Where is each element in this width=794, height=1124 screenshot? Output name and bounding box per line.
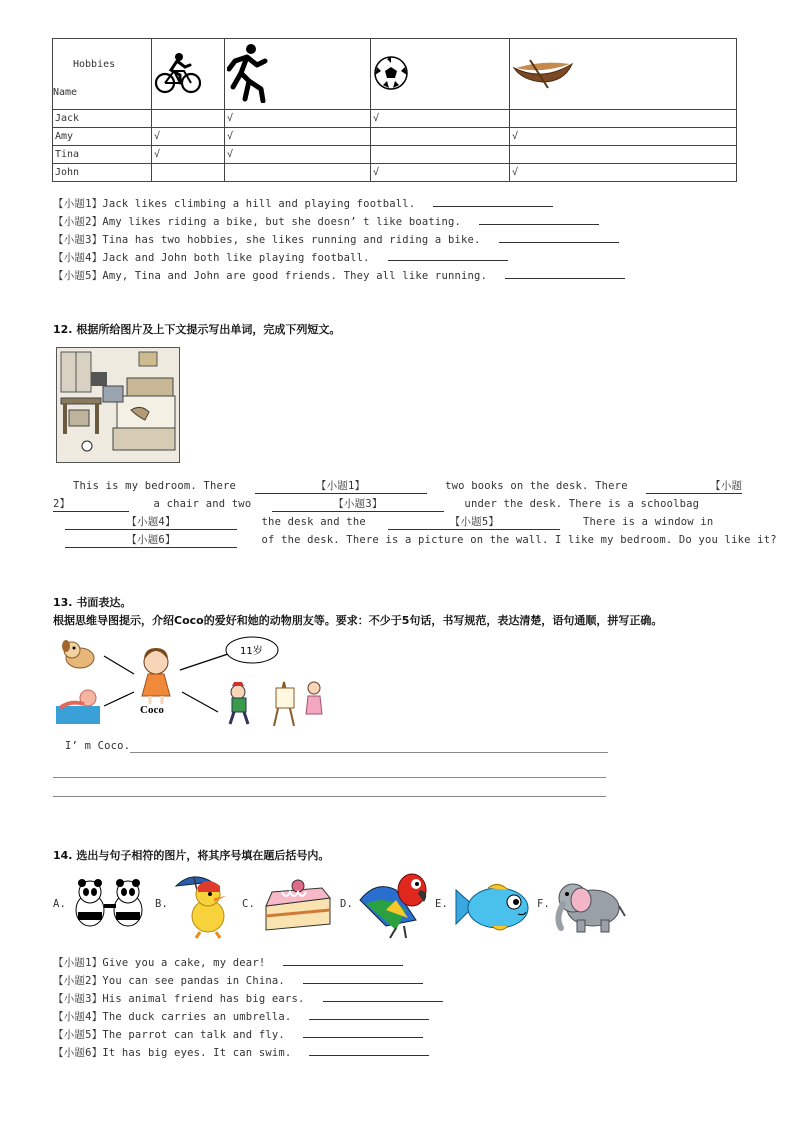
row-mark: √ bbox=[225, 110, 371, 128]
row-mark: √ bbox=[152, 128, 225, 146]
q12-title: 12. 根据所给图片及上下文提示写出单词，完成下列短文。 bbox=[53, 323, 341, 336]
row-mark bbox=[152, 110, 225, 128]
header-hobbies: Hobbies bbox=[73, 59, 116, 70]
coco-label: Coco bbox=[140, 704, 164, 716]
q12-line-3: 【小题4】 the desk and the 【小题5】 There is a window in bbox=[65, 514, 713, 530]
q13-opening: I’ m Coco. bbox=[65, 740, 131, 752]
swimming-icon bbox=[56, 690, 100, 724]
connector-line bbox=[180, 654, 228, 670]
cake-icon bbox=[262, 878, 334, 936]
writing-line[interactable] bbox=[53, 777, 606, 778]
q12-blank-6[interactable]: 【小题6】 bbox=[65, 532, 237, 548]
option-c-letter: C. bbox=[242, 898, 256, 910]
connector-line bbox=[104, 692, 134, 706]
row-mark: √ bbox=[510, 164, 737, 182]
row-name: Jack bbox=[53, 110, 152, 128]
answer-blank[interactable] bbox=[303, 1026, 423, 1038]
q14-item-4: 【小题4】The duck carries an umbrella. bbox=[53, 1008, 429, 1024]
row-name: Tina bbox=[53, 146, 152, 164]
duck-umbrella-icon bbox=[172, 870, 238, 940]
q11-item-1: 【小题1】Jack likes climbing a hill and playing football. bbox=[53, 195, 553, 211]
running-icon bbox=[227, 43, 271, 103]
q14-item-5: 【小题5】The parrot can talk and fly. bbox=[53, 1026, 423, 1042]
answer-blank[interactable] bbox=[388, 249, 508, 261]
q14-item-2: 【小题2】You can see pandas in China. bbox=[53, 972, 423, 988]
q11-item-4: 【小题4】Jack and John both like playing football. bbox=[53, 249, 508, 265]
coco-girl-icon bbox=[142, 648, 170, 704]
q14-item-1: 【小题1】Give you a cake, my dear! bbox=[53, 954, 403, 970]
dog-icon bbox=[62, 640, 94, 668]
row-mark: √ bbox=[371, 164, 510, 182]
row-mark bbox=[510, 110, 737, 128]
q13-title: 13. 书面表达。 bbox=[53, 596, 132, 609]
answer-blank[interactable] bbox=[323, 990, 443, 1002]
answer-blank[interactable] bbox=[505, 267, 625, 279]
cycling-icon bbox=[154, 51, 202, 95]
roller-skating-icon bbox=[230, 682, 248, 724]
q12-blank-1[interactable]: 【小题1】 bbox=[255, 478, 427, 494]
q14-item-3: 【小题3】His animal friend has big ears. bbox=[53, 990, 443, 1006]
option-a-letter: A. bbox=[53, 898, 67, 910]
connector-line bbox=[104, 656, 134, 674]
connector-line bbox=[182, 692, 218, 712]
painting-icon bbox=[274, 682, 322, 726]
header-name: Name bbox=[53, 87, 78, 98]
q12-blank-4[interactable]: 【小题4】 bbox=[65, 514, 237, 530]
q12-line-1: This is my bedroom. There 【小题1】 two books on the desk. There 【小题 bbox=[73, 480, 743, 492]
table-row bbox=[53, 110, 737, 128]
q11-item-5: 【小题5】Amy, Tina and John are good friends. They all like running. bbox=[53, 267, 625, 283]
row-mark bbox=[371, 128, 510, 146]
row-mark: √ bbox=[225, 128, 371, 146]
row-mark: √ bbox=[510, 128, 737, 146]
option-f-letter: F. bbox=[537, 898, 551, 910]
row-mark bbox=[152, 164, 225, 182]
answer-blank[interactable] bbox=[309, 1008, 429, 1020]
cycling-cell bbox=[152, 39, 225, 110]
pandas-icon bbox=[70, 878, 152, 930]
row-mark bbox=[225, 164, 371, 182]
q14-item-6: 【小题6】It has big eyes. It can swim. bbox=[53, 1044, 429, 1060]
elephant-icon bbox=[553, 876, 629, 936]
q11-item-2: 【小题2】Amy likes riding a bike, but she doesn’ t like boating. bbox=[53, 213, 599, 229]
bedroom-illustration-icon bbox=[57, 348, 179, 462]
row-mark: √ bbox=[371, 110, 510, 128]
row-mark bbox=[371, 146, 510, 164]
row-mark: √ bbox=[152, 146, 225, 164]
answer-blank[interactable] bbox=[433, 195, 553, 207]
q12-blank-3[interactable]: 【小题3】 bbox=[272, 496, 444, 512]
q13-instruction: 根据思维导图提示，介绍Coco的爱好和她的动物朋友等。要求：不少于5句话，书写规范，表达清楚，语句通顺，拼写正确。 bbox=[53, 614, 663, 627]
q12-line-4: 【小题6】 of the desk. There is a picture on the wall. I like my bedroom. Do you like it? bbox=[65, 532, 777, 548]
q12-blank-2[interactable]: 【小题 bbox=[646, 478, 742, 494]
option-e-letter: E. bbox=[435, 898, 449, 910]
bedroom-picture bbox=[56, 347, 180, 463]
football-cell bbox=[371, 39, 510, 110]
q11-item-3: 【小题3】Tina has two hobbies, she likes running and riding a bike. bbox=[53, 231, 619, 247]
age-label: 11岁 bbox=[240, 646, 263, 657]
option-d-letter: D. bbox=[340, 898, 354, 910]
row-mark bbox=[510, 146, 737, 164]
row-name: John bbox=[53, 164, 152, 182]
boat-icon bbox=[512, 56, 574, 90]
running-cell bbox=[225, 39, 371, 110]
row-name: Amy bbox=[53, 128, 152, 146]
answer-blank[interactable] bbox=[283, 954, 403, 966]
parrot-icon bbox=[356, 870, 432, 940]
q12-line-2: 2】 a chair and two 【小题3】 under the desk. There is a schoolbag bbox=[53, 498, 700, 510]
hobbies-table bbox=[52, 38, 737, 182]
q12-blank-5[interactable]: 【小题5】 bbox=[388, 514, 560, 530]
header-corner-cell bbox=[53, 39, 152, 110]
writing-line[interactable] bbox=[130, 752, 608, 753]
answer-blank[interactable] bbox=[309, 1044, 429, 1056]
table-header-row bbox=[53, 39, 737, 110]
answer-blank[interactable] bbox=[479, 213, 599, 225]
row-mark: √ bbox=[225, 146, 371, 164]
answer-blank[interactable] bbox=[499, 231, 619, 243]
q14-title: 14. 选出与句子相符的图片，将其序号填在题后括号内。 bbox=[53, 849, 330, 862]
table-row bbox=[53, 128, 737, 146]
boat-cell bbox=[510, 39, 737, 110]
mind-map bbox=[52, 634, 342, 734]
table-row bbox=[53, 146, 737, 164]
fish-icon bbox=[452, 880, 538, 936]
option-b-letter: B. bbox=[155, 898, 169, 910]
answer-blank[interactable] bbox=[303, 972, 423, 984]
writing-line[interactable] bbox=[53, 796, 606, 797]
table-row bbox=[53, 164, 737, 182]
football-icon bbox=[373, 55, 409, 91]
